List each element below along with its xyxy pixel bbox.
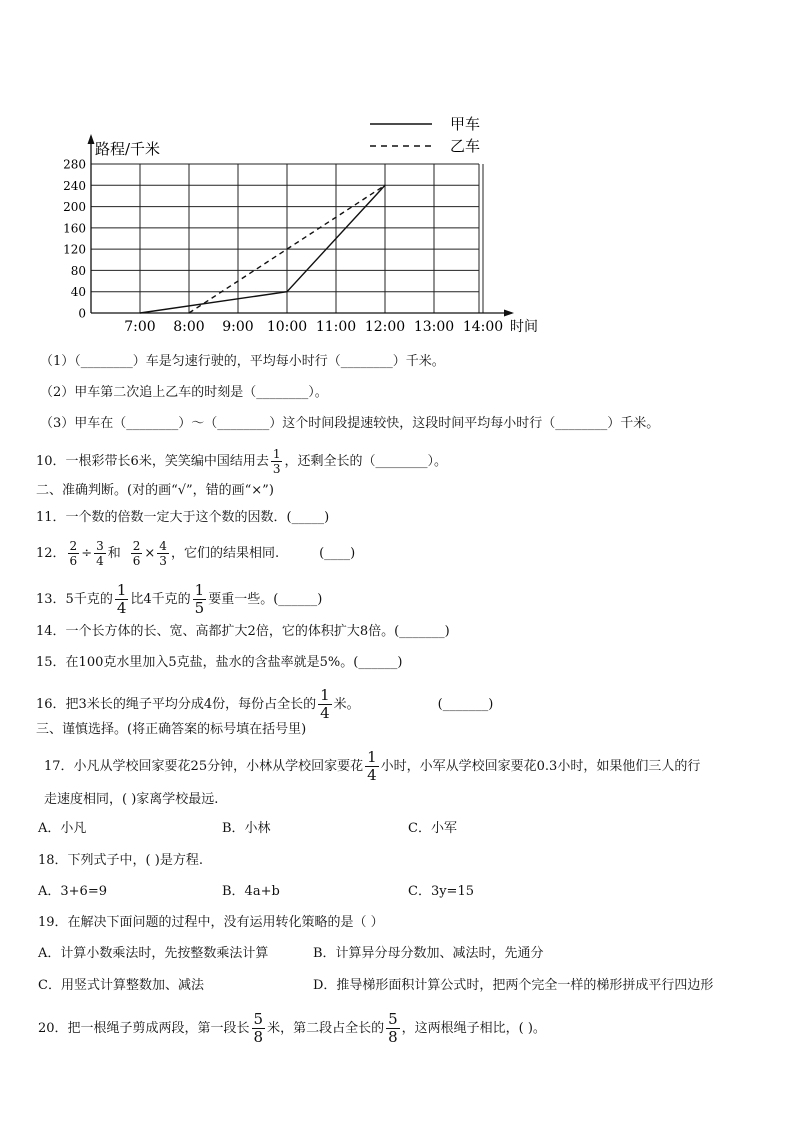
question-18-option-b: B．4a+b: [222, 884, 280, 899]
question-15: 15．在100克水里加入5克盐，盐水的含盐率就是5%。(______): [36, 655, 403, 670]
y-tick-label-240: 240: [63, 178, 86, 193]
y-tick-label-280: 280: [63, 157, 86, 172]
chart-grid: [91, 164, 483, 313]
series-1-point-0: [139, 312, 140, 313]
question-20: 20．把一根绳子剪成两段，第一段长 $\frac{5}{8}$ 米，第二段占全长的 $\frac{5}{8}$ ，这两根绳子相比，( )。: [38, 1010, 546, 1046]
question-13: 13．5千克的 $\frac{1}{4}$ 比4千克的 $\frac{1}{5}$ 要重一些。(______): [36, 581, 323, 617]
section-2-heading: 二、准确判断。(对的画“√”，错的画“×”): [36, 483, 274, 498]
question-17-option-c: C．小军: [408, 821, 457, 836]
fraction-three-fourths: $\frac{3}{4}$: [96, 539, 104, 568]
question-9-3: （3）甲车在（________）～（________）这个时间段提速较快，这段时间平均每小时行（________）千米。: [40, 416, 660, 431]
y-tick-label-80: 80: [70, 263, 86, 278]
fraction-four-thirds: $\frac{4}{3}$: [159, 539, 167, 568]
question-18-option-c: C．3y=15: [408, 884, 474, 899]
fraction-one-fourth-b: $\frac{1}{4}$: [320, 686, 330, 722]
question-19: 19．在解决下面问题的过程中，没有运用转化策略的是（ ）: [38, 915, 384, 930]
y-tick-label-120: 120: [63, 242, 86, 257]
question-17: 17．小凡从学校回家要花25分钟，小林从学校回家要花 $\frac{1}{4}$ 小时，小军从学校回家要花0.3小时，如果他们三人的行: [44, 748, 701, 784]
x-tick-label-1: 8:00: [173, 319, 205, 335]
chart-legend: [370, 115, 480, 155]
y-tick-label-40: 40: [70, 285, 86, 300]
x-tick-label-5: 12:00: [364, 319, 406, 335]
question-19-option-a: A．计算小数乘法时，先按整数乘法计算: [38, 946, 269, 961]
question-10-text-b: ，还剩全长的（________）。: [284, 454, 447, 469]
fraction-one-fifth: $\frac{1}{5}$: [194, 581, 205, 617]
question-19-option-b: B．计算异分母分数加、减法时，先通分: [313, 946, 544, 961]
question-12: 12． $\frac{2}{6}$ ÷ $\frac{3}{4}$ 和 $\frac{2}{6}$ × $\frac{4}{3}$ ，它们的结果相同. (____): [36, 539, 356, 568]
chart-axes: [88, 134, 515, 317]
x-tick-label-6: 13:00: [413, 319, 455, 335]
x-axis-arrow: [504, 310, 514, 317]
legend-label-1: 甲车: [450, 115, 481, 133]
series-2-point-1: [384, 185, 385, 186]
x-tick-label-7: 14:00: [462, 319, 504, 335]
section-3-heading: 三、谨慎选择。(将正确答案的标号填在括号里): [36, 722, 307, 737]
y-axis-title: 路程/千米: [95, 140, 161, 158]
question-9-1: （1）（________）车是匀速行驶的，平均每小时行（________）千米。: [40, 354, 445, 369]
series-2-point-0: [188, 312, 189, 313]
fraction-one-fourth-c: $\frac{1}{4}$: [367, 748, 377, 784]
question-11: 11．一个数的倍数一定大于这个数的因数．(_____): [36, 510, 330, 525]
question-19-option-c: C．用竖式计算整数加、减法: [38, 978, 204, 993]
question-10-text-a: 10．一根彩带长6米，笑笑编中国结用去: [36, 454, 269, 469]
fraction-five-eighths: $\frac{5}{8}$: [253, 1010, 264, 1046]
question-10: [36, 448, 447, 475]
y-tick-label-200: 200: [63, 200, 86, 215]
question-17-option-b: B．小林: [222, 821, 271, 836]
x-tick-label-2: 9:00: [222, 319, 254, 335]
fraction-two-sixths-b: $\frac{2}{6}$: [132, 539, 141, 568]
x-axis-title: 时间: [510, 319, 538, 335]
fraction-one-third: $\frac{1}{3}$: [272, 447, 281, 476]
chart-ticks: [63, 140, 538, 335]
question-19-option-d: D．推导梯形面积计算公式时，把两个完全一样的梯形拼成平行四边形: [313, 978, 714, 993]
distance-time-chart: [0, 0, 794, 345]
question-14: 14．一个长方体的长、宽、高都扩大2倍，它的体积扩大8倍。(_______): [36, 624, 450, 639]
series-1-point-1: [286, 291, 287, 292]
question-17-line-2: 走速度相同，( )家离学校最远.: [44, 792, 219, 807]
x-tick-label-0: 7:00: [124, 319, 156, 335]
y-axis-arrow: [88, 134, 95, 144]
y-tick-label-160: 160: [63, 221, 86, 236]
legend-label-2: 乙车: [450, 137, 481, 155]
x-tick-label-3: 10:00: [266, 319, 308, 335]
question-18: 18．下列式子中，( )是方程.: [38, 853, 203, 868]
question-18-option-a: A．3+6=9: [38, 884, 107, 899]
question-9-2: （2）甲车第二次追上乙车的时刻是（________）。: [40, 385, 328, 400]
fraction-one-fourth: $\frac{1}{4}$: [116, 581, 127, 617]
y-tick-label-0: 0: [78, 306, 86, 321]
x-tick-label-4: 11:00: [315, 319, 357, 335]
fraction-five-eighths-b: $\frac{5}{8}$: [388, 1010, 398, 1046]
question-16: 16．把3米长的绳子平均分成4份，每份占全长的 $\frac{1}{4}$ 米。 (_______): [36, 686, 494, 722]
question-17-option-a: A．小凡: [38, 821, 87, 836]
fraction-two-sixths: $\frac{2}{6}$: [69, 539, 78, 568]
